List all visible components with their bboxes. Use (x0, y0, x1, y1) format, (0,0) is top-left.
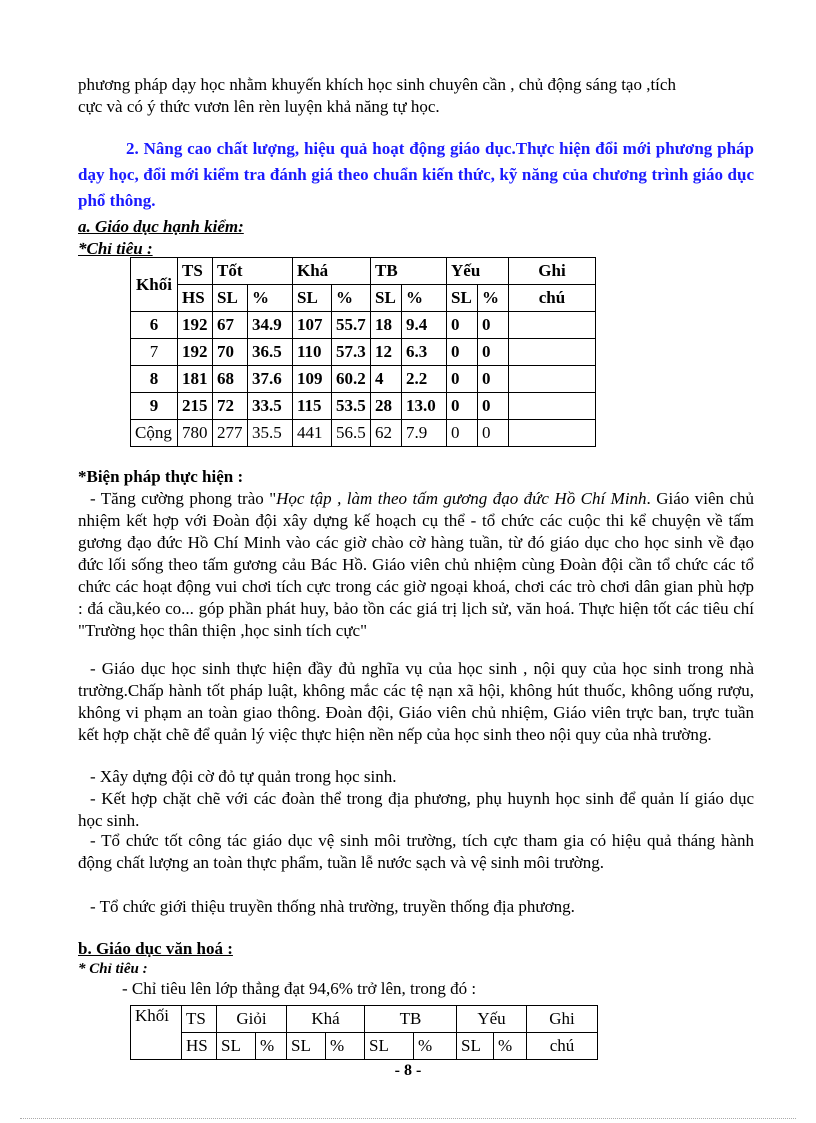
cell: 9 (131, 393, 178, 420)
section-a-heading: a. Giáo dục hạnh kiểm: (78, 217, 244, 236)
table-row (131, 393, 596, 420)
header-chu: chú (509, 285, 596, 312)
cell (509, 312, 596, 339)
cell: 35.5 (248, 420, 293, 447)
cell: 0 (447, 339, 478, 366)
cell: 2.2 (402, 366, 447, 393)
measure-para-4: - Kết hợp chặt chẽ với các đoàn thể trong địa phương, phụ huynh học sinh để quản lí giáo dục học sinh. (78, 789, 754, 830)
cell: 0 (447, 393, 478, 420)
cell: 115 (293, 393, 332, 420)
cell: 0 (478, 366, 509, 393)
table-total-row (131, 420, 596, 447)
header-hs: HS (178, 285, 213, 312)
cell: 34.9 (248, 312, 293, 339)
header-sl: SL (287, 1033, 326, 1060)
measure-para-1-rest: . Giáo viên chủ nhiệm kết hợp với Đoàn đội xây dựng kế hoạch cụ thể - tổ chức các cuộc thi kể chuyện về tấm gương đạo đức Hồ Chí Minh vào các giờ chào cờ hàng tuần, từ đó giáo dục cho học sinh về đạo đức lối sống theo tấm gương cảu Bác Hồ. Giáo viên chủ nhiệm cùng Đoàn đội cần tổ chức các tổ chức các hoạt động vui chơi tích cực trong các giờ ngoại khoá, chơi các trò chơi dân gian phù hợp : đá cầu,kéo co... góp phần phát huy, bảo tồn các giá trị lịch sử, văn hoá. Thực hiện tốt các tiêu chí "Trường học thân thiện ,học sinh tích cực" (78, 489, 755, 640)
intro-line-2: cực và có ý thức vươn lên rèn luyện khả năng tự học. (78, 97, 440, 116)
academic-target-table (130, 1005, 598, 1060)
cell: 9.4 (402, 312, 447, 339)
cell: 62 (371, 420, 402, 447)
cell (509, 339, 596, 366)
intro-line-1: phương pháp dạy học nhằm khuyến khích học sinh chuyên cần , chủ động sáng tạo ,tích (78, 75, 676, 94)
cell: 72 (213, 393, 248, 420)
cell: 0 (447, 366, 478, 393)
cell: 57.3 (332, 339, 371, 366)
table-row (131, 339, 596, 366)
page-number: - 8 - (394, 1062, 422, 1079)
cell: 0 (447, 312, 478, 339)
cell: 55.7 (332, 312, 371, 339)
header-khoi: Khối (131, 1006, 182, 1060)
cell (509, 366, 596, 393)
table-row (131, 366, 596, 393)
cell: 33.5 (248, 393, 293, 420)
section-b-target-line: - Chỉ tiêu lên lớp thẳng đạt 94,6% trở lên, trong đó : (122, 979, 477, 998)
header-ghi: Ghi (527, 1006, 598, 1033)
cell: 0 (478, 420, 509, 447)
header-sl: SL (365, 1033, 414, 1060)
cell: 109 (293, 366, 332, 393)
header-pct: % (248, 285, 293, 312)
header-tb: TB (371, 258, 447, 285)
header-pct: % (326, 1033, 365, 1060)
cell: 12 (371, 339, 402, 366)
cell: 8 (131, 366, 178, 393)
cell: 53.5 (332, 393, 371, 420)
section-b-heading: b. Giáo dục văn hoá : (78, 939, 233, 958)
cell: 36.5 (248, 339, 293, 366)
cell: 4 (371, 366, 402, 393)
header-tb: TB (365, 1006, 457, 1033)
header-yeu: Yếu (447, 258, 509, 285)
header-pct: % (256, 1033, 287, 1060)
cell: 277 (213, 420, 248, 447)
cell: 192 (178, 339, 213, 366)
cell: 181 (178, 366, 213, 393)
cell: 215 (178, 393, 213, 420)
cell: 70 (213, 339, 248, 366)
header-hs: HS (182, 1033, 217, 1060)
header-ghi: Ghi (509, 258, 596, 285)
cell: 56.5 (332, 420, 371, 447)
conduct-target-table (130, 257, 596, 447)
section-b-target-label: * Chỉ tiêu : (78, 961, 148, 977)
measure-para-1-prefix: - Tăng cường phong trào " (90, 489, 277, 508)
header-kha: Khá (293, 258, 371, 285)
section-2-title: 2. Nâng cao chất lượng, hiệu quả hoạt động giáo dục.Thực hiện đổi mới phương pháp dạy học, đổi mới kiểm tra đánh giá theo chuẩn kiến thức, kỹ năng của chương trình giáo dục phổ thông. (78, 139, 754, 210)
cell: 110 (293, 339, 332, 366)
cell: 0 (478, 312, 509, 339)
header-ts: TS (182, 1006, 217, 1033)
cell: 441 (293, 420, 332, 447)
table-row (131, 312, 596, 339)
cell: 6.3 (402, 339, 447, 366)
header-sl: SL (447, 285, 478, 312)
cell: 68 (213, 366, 248, 393)
cell: 37.6 (248, 366, 293, 393)
cell: 67 (213, 312, 248, 339)
header-pct: % (332, 285, 371, 312)
cell: 192 (178, 312, 213, 339)
header-khoi: Khối (131, 258, 178, 312)
cell: 18 (371, 312, 402, 339)
cell: 60.2 (332, 366, 371, 393)
header-sl: SL (213, 285, 248, 312)
header-gioi: Giỏi (217, 1006, 287, 1033)
cell: 0 (478, 393, 509, 420)
header-chu: chú (527, 1033, 598, 1060)
header-yeu: Yếu (457, 1006, 527, 1033)
header-pct: % (494, 1033, 527, 1060)
cell: 0 (478, 339, 509, 366)
cell: 7.9 (402, 420, 447, 447)
measure-para-1 (78, 488, 754, 642)
header-sl: SL (371, 285, 402, 312)
cell (509, 420, 596, 447)
page-bottom-divider (20, 1118, 796, 1119)
cell (509, 393, 596, 420)
cell: 6 (131, 312, 178, 339)
header-ts: TS (178, 258, 213, 285)
cell: 107 (293, 312, 332, 339)
measures-heading: *Biện pháp thực hiện : (78, 467, 244, 486)
cell: 13.0 (402, 393, 447, 420)
cell: 7 (131, 339, 178, 366)
header-pct: % (414, 1033, 457, 1060)
header-pct: % (402, 285, 447, 312)
header-sl: SL (217, 1033, 256, 1060)
section-a-target-label: *Chỉ tiêu : (78, 239, 153, 258)
header-pct: % (478, 285, 509, 312)
cell: 28 (371, 393, 402, 420)
measure-para-3: - Xây dựng đội cờ đỏ tự quản trong học sinh. (90, 767, 397, 786)
measure-para-5: - Tổ chức tốt công tác giáo dục vệ sinh môi trường, tích cực tham gia có hiệu quả tháng hành động chất lượng an toàn thực phẩm, tuần lễ nước sạch và vệ sinh môi trường. (78, 831, 754, 872)
header-sl: SL (457, 1033, 494, 1060)
measure-para-2: - Giáo dục học sinh thực hiện đầy đủ nghĩa vụ của học sinh , nội quy của học sinh trong nhà trường.Chấp hành tốt pháp luật, không mắc các tệ nạn xã hội, không hút thuốc, không uống rượu, không vi phạm an toàn giao thông. Đoàn đội, Giáo viên chủ nhiệm, Giáo viên trực ban, trực tuần kết hợp chặt chẽ để quản lý việc thực hiện nền nếp của học sinh theo nội quy của nhà trường. (78, 659, 754, 744)
cell: Cộng (131, 420, 178, 447)
cell: 780 (178, 420, 213, 447)
header-tot: Tốt (213, 258, 293, 285)
measure-para-1-italic: Học tập , làm theo tấm gương đạo đức Hồ Chí Minh (276, 489, 647, 508)
cell: 0 (447, 420, 478, 447)
header-sl: SL (293, 285, 332, 312)
measure-para-6: - Tổ chức giới thiệu truyền thống nhà trường, truyền thống địa phương. (90, 897, 575, 916)
header-kha: Khá (287, 1006, 365, 1033)
